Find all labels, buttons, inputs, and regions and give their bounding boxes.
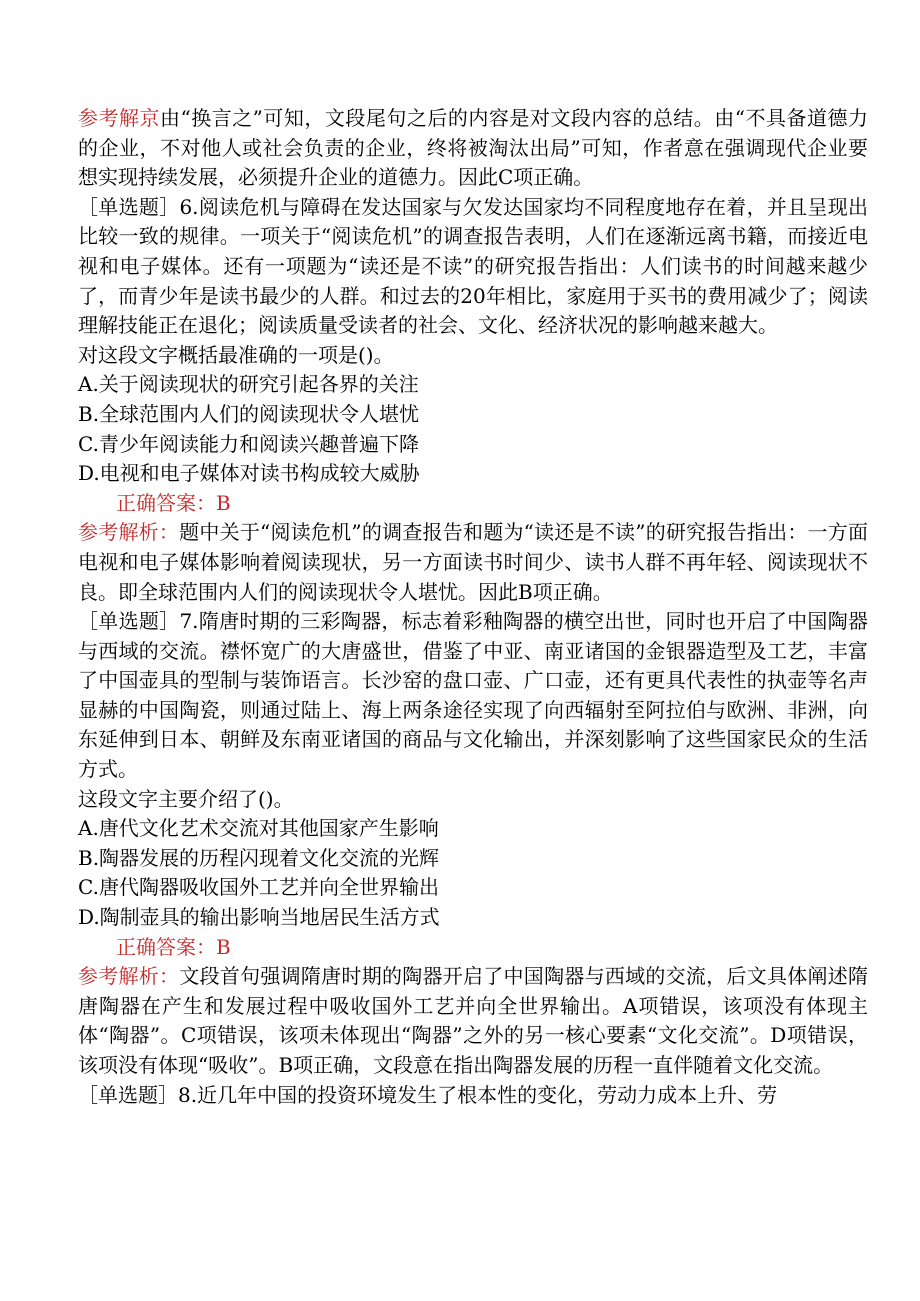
question-type-tag: ［单选题］	[78, 609, 180, 634]
question-7-prompt: 这段文字主要介绍了()。	[78, 786, 294, 811]
analysis-label: 参考解析：	[78, 964, 180, 989]
question-6-option-d: D.电视和电子媒体对读书构成较大威胁	[78, 461, 420, 486]
question-8-stem	[78, 1081, 868, 1111]
question-6-analysis	[78, 518, 868, 607]
question-6-option-b: B.全球范围内人们的阅读现状令人堪忧	[78, 401, 420, 426]
question-stem-text: 近几年中国的投资环境发生了根本性的变化，劳动力成本上升、劳	[197, 1082, 778, 1107]
answer-label: 正确答案：	[116, 934, 216, 959]
answer-value: B	[216, 934, 231, 959]
answer-value: B	[216, 490, 231, 515]
question-7-option-b: B.陶器发展的历程闪现着文化交流的光辉	[78, 845, 440, 870]
answer-label: 正确答案：	[116, 490, 216, 515]
question-number: 8.	[178, 1082, 198, 1107]
question-stem-text: 隋唐时期的三彩陶器，标志着彩釉陶器的横空出世，同时也开启了中国陶器与西域的交流。襟怀宽广的大唐盛世，借鉴了中亚、南亚诸国的金银器造型及工艺，丰富了中国壶具的型制与装饰语言。长沙窑的盘口壶、广口壶，还有更具代表性的执壶等名声显赫的中国陶瓷，则通过陆上、海上两条途径实现了向西辐射至阿拉伯与欧洲、非洲，向东延伸到日本、朝鲜及东南亚诸国的商品与文化输出，并深刻影响了这些国家民众的生活方式。	[78, 609, 869, 782]
question-7-option-c: C.唐代陶器吸收国外工艺并向全世界输出	[78, 875, 439, 900]
question-7-stem	[78, 607, 868, 785]
question-number: 7.	[179, 609, 199, 634]
q5-analysis	[78, 104, 868, 193]
analysis-text: 由“换言之”可知，文段尾句之后的内容是对文段内容的总结。由“不具备道德力的企业，不对他人或社会负责的企业，终将被淘汰出局”可知，作者意在强调现代企业要想实现持续发展，必须提升企业的道德力。因此C项正确。	[78, 106, 868, 190]
analysis-label: 参考解析：	[78, 520, 180, 545]
analysis-label: 参考解京	[78, 106, 160, 130]
question-6-prompt: 对这段文字概括最准确的一项是()。	[78, 342, 394, 367]
question-6-answer	[78, 489, 868, 519]
question-6-stem	[78, 193, 868, 341]
analysis-text: 文段首句强调隋唐时期的陶器开启了中国陶器与西域的交流，后文具体阐述隋唐陶器在产生和发展过程中吸收国外工艺并向全世界输出。A项错误，该项没有体现主体“陶器”。C项错误，该项未体现出“陶器”之外的另一核心要素“文化交流”。D项错误，该项没有体现“吸收”。B项正确，文段意在指出陶器发展的历程一直伴随着文化交流。	[78, 964, 869, 1077]
question-type-tag: ［单选题］	[78, 1082, 178, 1107]
question-6-option-c: C.青少年阅读能力和阅读兴趣普遍下降	[78, 431, 419, 456]
question-7-answer	[78, 933, 868, 963]
question-stem-text: 阅读危机与障碍在发达国家与欠发达国家均不同程度地存在着，并且呈现出比较一致的规律。一项关于“阅读危机”的调查报告表明，人们在逐渐远离书籍，而接近电视和电子媒体。还有一项题为“读还是不读”的研究报告指出：人们读书的时间越来越少了，而青少年是读书最少的人群。和过去的20年相比，家庭用于买书的费用减少了；阅读理解技能正在退化；阅读质量受读者的社会、文化、经济状况的影响越来越大。	[78, 194, 869, 338]
question-type-tag: ［单选题］	[78, 194, 180, 219]
question-7-analysis	[78, 962, 868, 1080]
question-number: 6.	[179, 194, 199, 219]
question-6-option-a: A.关于阅读现状的研究引起各界的关注	[78, 372, 419, 397]
document-page	[78, 104, 868, 1110]
question-7-option-d: D.陶制壶具的输出影响当地居民生活方式	[78, 905, 440, 930]
question-7-option-a: A.唐代文化艺术交流对其他国家产生影响	[78, 816, 439, 841]
analysis-text: 题中关于“阅读危机”的调查报告和题为“读还是不读”的研究报告指出：一方面电视和电子媒体影响着阅读现状，另一方面读书时间少、读书人群不再年轻、阅读现状不良。即全球范围内人们的阅读现状令人堪忧。因此B项正确。	[78, 520, 868, 604]
